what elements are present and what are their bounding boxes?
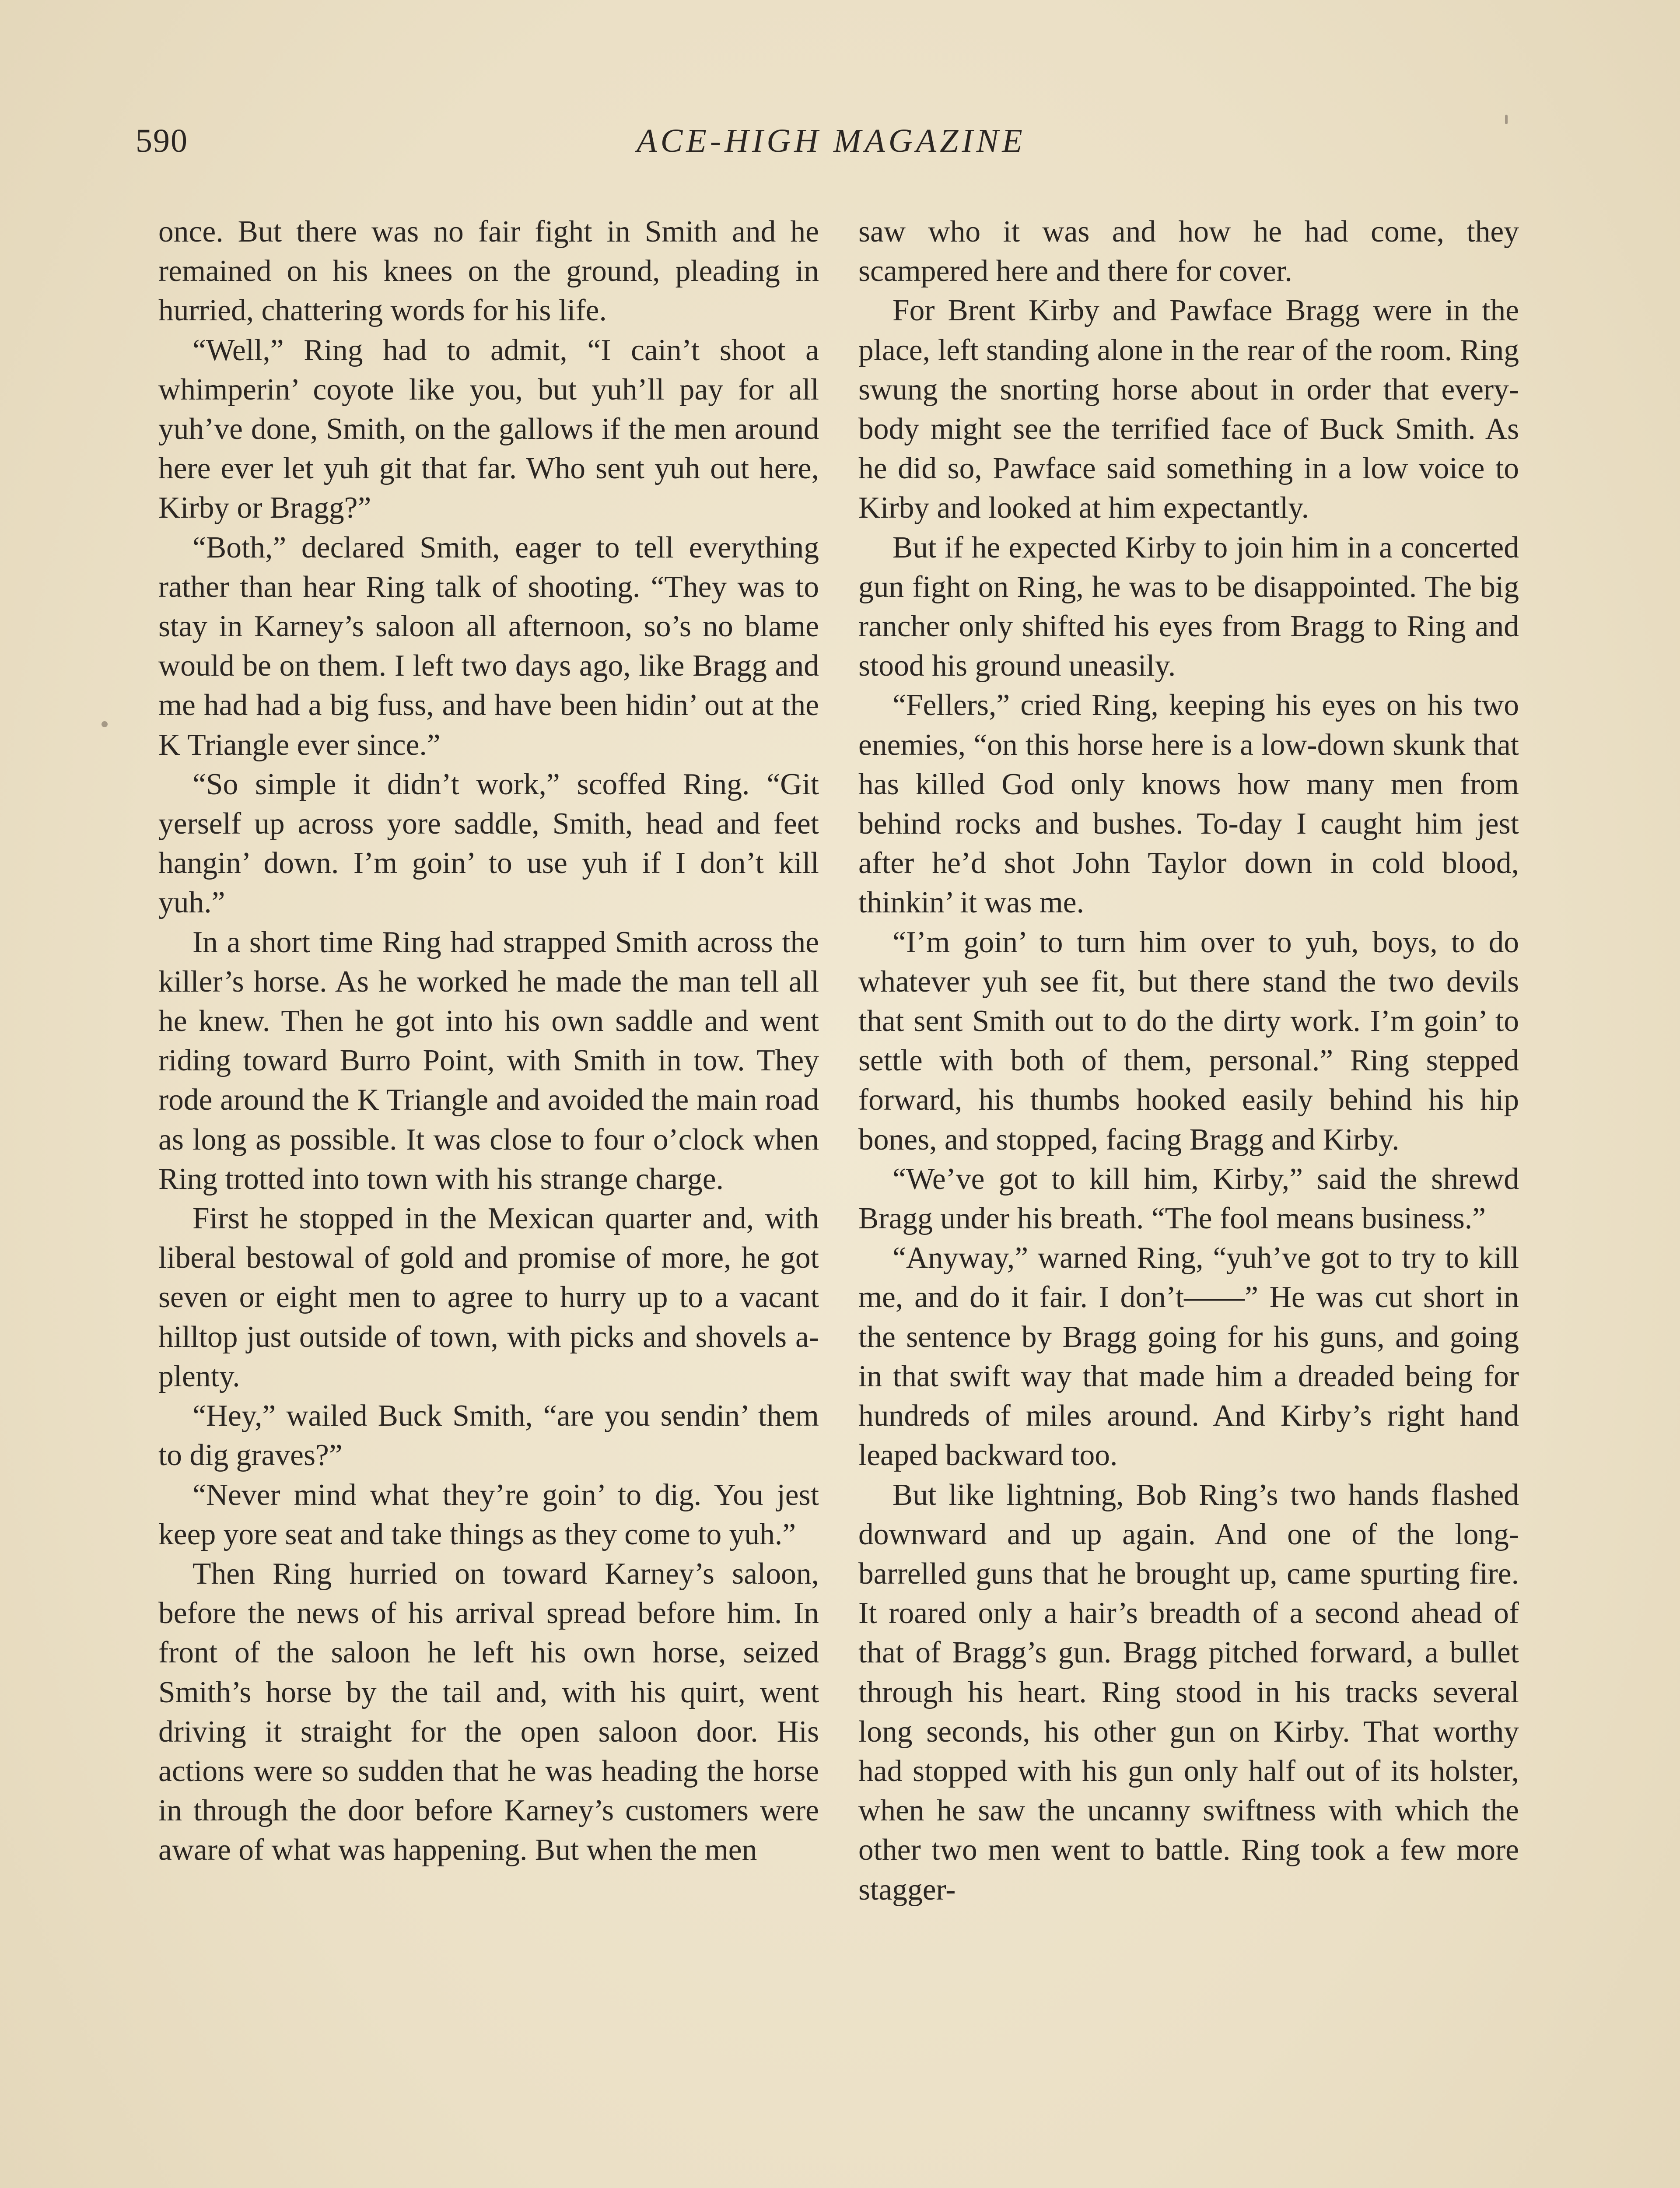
paragraph: “So simple it didn’t work,” scoffed Ring. “Git yerself up across yore saddle, Smith, head and feet hangin’ down. I’m goin’ to use yuh if I don’t kill yuh.”: [158, 767, 819, 920]
left-column: [158, 212, 819, 1870]
running-head: ACE-HIGH MAGAZINE: [637, 123, 1026, 159]
paragraph: “Never mind what they’re goin’ to dig. You jest keep yore seat and take things as they come to yuh.”: [158, 1478, 819, 1551]
paragraph: Then Ring hurried on toward Karney’s saloon, before the news of his arrival spread before him. In front of the saloon he left his own horse, seized Smith’s horse by the tail and, with his quirt, went driving it straight for the open saloon door. His actions were so sudden that he was heading the horse in through the door before Karney’s customers were aware of what was happening. But when the men: [158, 1557, 819, 1867]
paragraph: “We’ve got to kill him, Kirby,” said the shrewd Bragg under his breath. “The fool means business.”: [858, 1162, 1519, 1236]
page-number: 590: [136, 123, 188, 159]
paragraph: “Well,” Ring had to admit, “I cain’t shoot a whimperin’ coyote like you, but yuh’ll pay for all yuh’ve done, Smith, on the gallows if the men around here ever let yuh git that far. Who sent yuh out here, Kirby or Bragg?”: [158, 333, 819, 525]
paragraph: “Hey,” wailed Buck Smith, “are you sendin’ them to dig graves?”: [158, 1399, 819, 1473]
paragraph: But if he expected Kirby to join him in a concerted gun fight on Ring, he was to be disappointed. The big rancher only shifted his eyes from Bragg to Ring and stood his ground uneasily.: [858, 530, 1519, 683]
paragraph: For Brent Kirby and Pawface Bragg were in the place, left standing alone in the rear of the room. Ring swung the snorting horse about in order that everybody might see the terrified face of Buck Smith. As he did so, Pawface said something in a low voice to Kirby and looked at him expectantly.: [858, 294, 1519, 525]
paragraph: First he stopped in the Mexican quarter and, with liberal bestowal of gold and promise of more, he got seven or eight men to agree to hurry up to a vacant hilltop just outside of town, with picks and shovels a-plenty.: [158, 1202, 819, 1393]
paragraph: In a short time Ring had strapped Smith across the killer’s horse. As he worked he made the man tell all he knew. Then he got into his own saddle and went riding toward Burro Point, with Smith in tow. They rode around the K Triangle and avoided the main road as long as possible. It was close to four o’clock when Ring trotted into town with his strange charge.: [158, 925, 819, 1196]
right-column: [858, 212, 1519, 1910]
paragraph: “Anyway,” warned Ring, “yuh’ve got to try to kill me, and do it fair. I don’t——” He was cut short in the sentence by Bragg going for his guns, and going in that swift way that made him a dreaded being for hundreds of miles around. And Kirby’s right hand leaped backward too.: [858, 1241, 1519, 1473]
print-speck: [1505, 115, 1508, 124]
paragraph: “Both,” declared Smith, eager to tell everything rather than hear Ring talk of shooting. “They was to stay in Karney’s saloon all afternoon, so’s no blame would be on them. I left two days ago, like Bragg and me had had a big fuss, and have been hidin’ out at the K Triangle ever since.”: [158, 530, 819, 762]
page-header: [136, 119, 1527, 172]
paragraph: saw who it was and how he had come, they scampered here and there for cover.: [858, 215, 1519, 288]
paragraph: “Fellers,” cried Ring, keeping his eyes on his two enemies, “on this horse here is a low-down skunk that has killed God only knows how many men from behind rocks and bushes. To-day I caught him jest after he’d shot John Taylor down in cold blood, thinkin’ it was me.: [858, 688, 1519, 920]
print-speck: [102, 721, 108, 727]
paragraph: once. But there was no fair fight in Smith and he remained on his knees on the ground, pleading in hurried, chattering words for his life.: [158, 215, 819, 328]
paragraph: “I’m goin’ to turn him over to yuh, boys, to do whatever yuh see fit, but there stand the two devils that sent Smith out to do the dirty work. I’m goin’ to settle with both of them, personal.” Ring stepped forward, his thumbs hooked easily behind his hip bones, and stopped, facing Bragg and Kirby.: [858, 925, 1519, 1157]
paragraph: But like lightning, Bob Ring’s two hands flashed downward and up again. And one of the long-barrelled guns that he brought up, came spurting fire. It roared only a hair’s breadth of a second ahead of that of Bragg’s gun. Bragg pitched forward, a bullet through his heart. Ring stood in his tracks several long seconds, his other gun on Kirby. That worthy had stopped with his gun only half out of its holster, when he saw the uncanny swiftness with which the other two men went to battle. Ring took a few more stagger-: [858, 1478, 1519, 1907]
